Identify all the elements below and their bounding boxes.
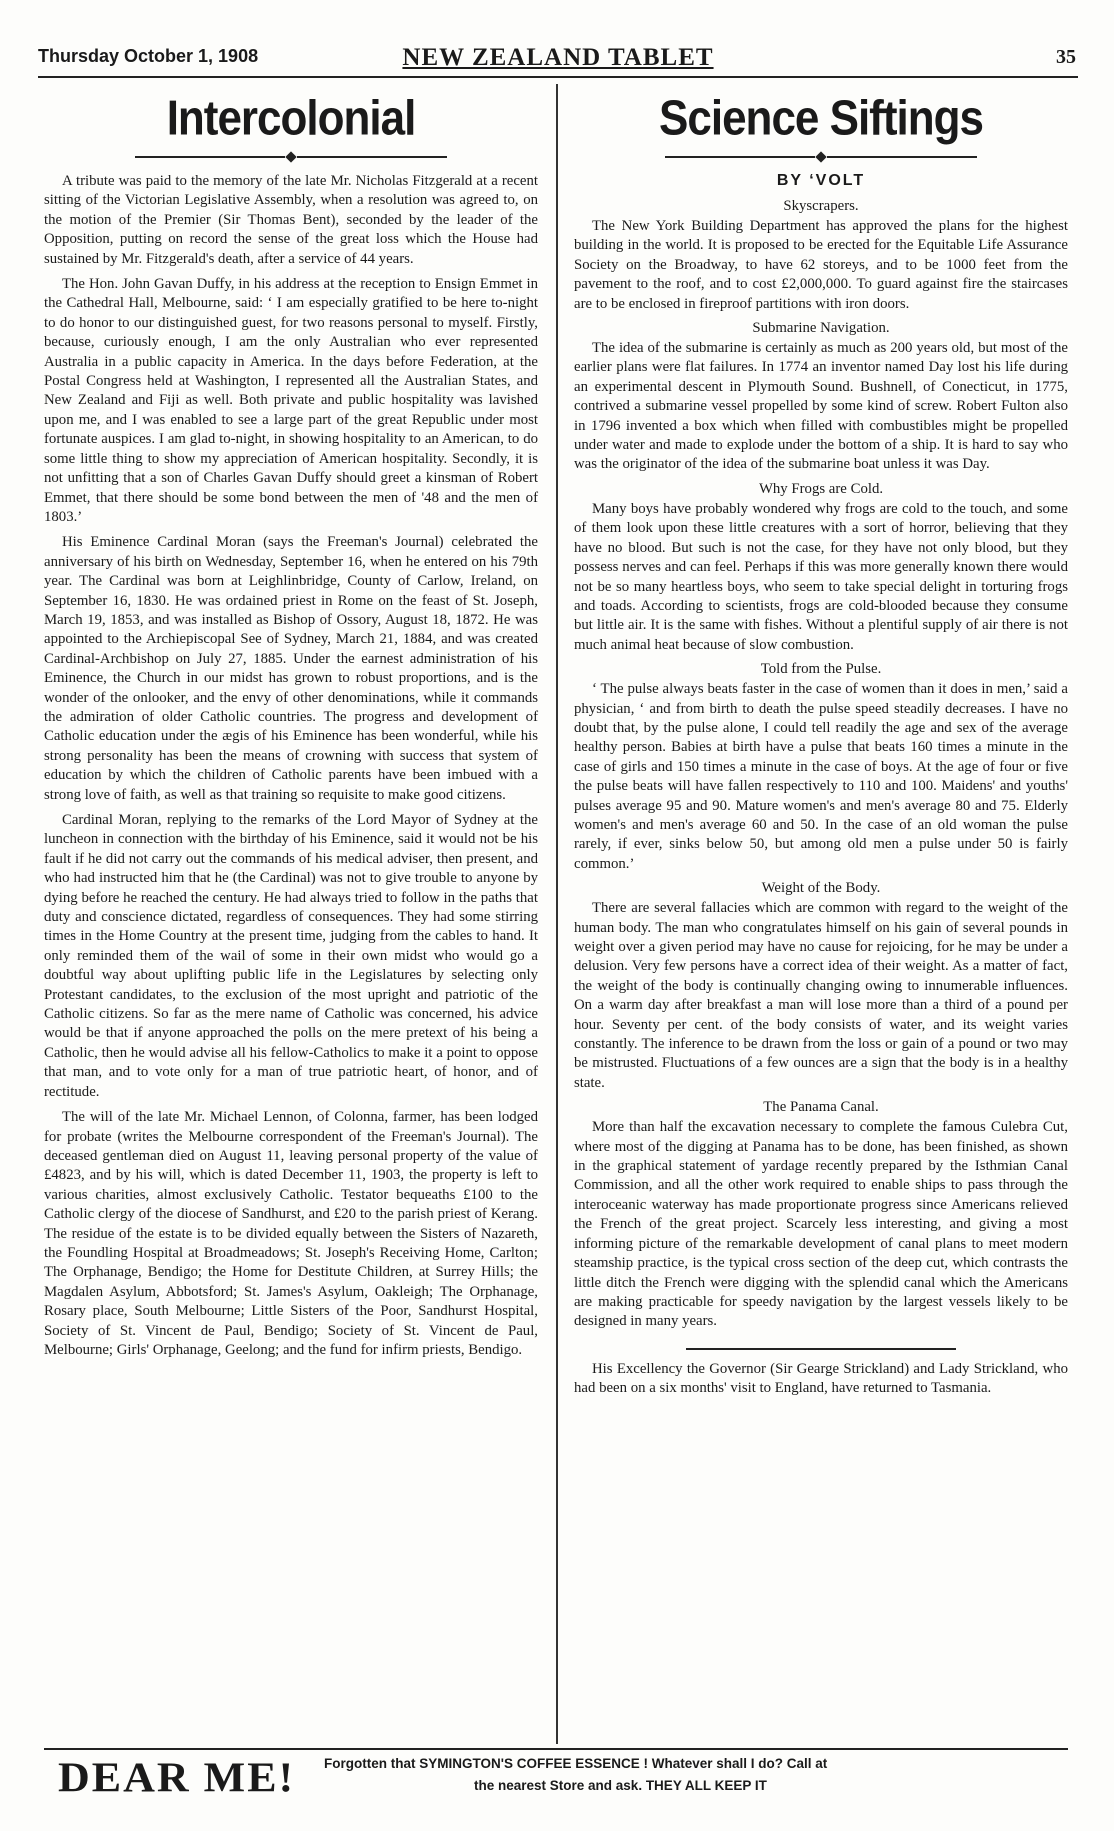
- advert-line-2: the nearest Store and ask. THEY ALL KEEP IT: [474, 1778, 767, 1793]
- ornament-rule: [44, 152, 538, 162]
- section-title: The Panama Canal.: [763, 1099, 879, 1116]
- paper-title: NEW ZEALAND TABLET: [402, 44, 714, 71]
- advertisement: [44, 1748, 1068, 1806]
- section-paragraph: There are several fallacies which are common with regard to the weight of the human body. The man who congratulates himself on his gain of several pounds in weight over a given period may have no cause for rejoicing, for he may be under a delusion. Very few persons have a correct idea of their weight. As a matter of fact, the weight of the body is continually changing owing to innumerable influences. On a warm day after breakfast a man will lose more than a third of a pound per hour. Seventy per cent. of the body consists of water, and its weight varies constantly. The inference to be drawn from the loss or gain of a pound or two may be mistrusted. Fluctuations of a few ounces are a sign that the body is in a healthy state.: [574, 900, 1068, 1091]
- ornament-rule: [574, 152, 1068, 162]
- closing-paragraph: His Excellency the Governor (Sir Gearge Strickland) and Lady Strickland, who had been on a six months' visit to England, have returned to Tasmania.: [574, 1360, 1068, 1397]
- article-paragraph: His Eminence Cardinal Moran (says the Freeman's Journal) celebrated the anniversary of his birth on Wednesday, September 16, when he entered on his 79th year. The Cardinal was born at Leighlinbridge, County of Carlow, Ireland, on September 16, 1830. He was ordained priest in Rome on the feast of St. Joseph, March 19, 1853, and was installed as Bishop of Ossory, August 18, 1872. He was appointed to the Archiepiscopal See of Sydney, March 21, 1884, and was created Cardinal-Archbishop on July 27, 1885. Under the earnest administration of his Eminence, the Church in our midst has grown to robust proportions, and is the wonder of the onlooker, and the envy of other denominations, while it commands the admiration of older Catholic countries. The progress and development of Catholic education under the ægis of his Eminence has been wonderful, while his strong personality has been the means of crowning with success that system of education by which the children of Catholic parents have been imbued with a strong love of faith, as well as that training so requisite to make good citizens.: [44, 534, 538, 803]
- article-paragraph: The Hon. John Gavan Duffy, in his address at the reception to Ensign Emmet in the Cathedral Hall, Melbourne, said: ‘ I am especially gratified to be here to-night to do honor to our distinguished guest, for two reasons personal to myself. Firstly, because, curiously enough, I am the only Australian who ever represented Australia in a public capacity in America. In the days before Federation, at the Postal Congress held at Washington, I represented all the Australian States, and New Zealand and Fiji as well. Both private and public hospitality was lavished upon me, and I was enabled to see a large part of the great Republic under most fortunate auspices. I am glad to-night, in showing hospitality to an American, to do some little thing to show my appreciation of American hospitality. Secondly, it is not unfitting that a son of Charles Gavan Duffy should greet a kinsman of Robert Emmet, that there should be some bond between the men of '48 and the men of 1803.’: [44, 276, 538, 525]
- byline: BY ‘VOLT: [776, 172, 866, 189]
- advert-headline: DEAR ME!: [58, 1754, 296, 1801]
- section-title: Skyscrapers.: [783, 198, 859, 214]
- section-paragraph: More than half the excavation necessary to complete the famous Culebra Cut, where most of the digging at Panama has to be done, has been finished, as shown in the graphical statement of yardage recently prepared by the Isthmian Canal Commission, and all the other work required to enable ships to pass through the interoceanic waterway has made proportionate progress since Americans relieved the French of the great project. Scarcely less interesting, and giving a most informing picture of the remarkable development of canal plans to meet modern steamship practice, is the typical cross section of the deep cut, which contrasts the little ditch the French were digging with the splendid canal which the Americans are making practicable for speedy navigation by the largest vessels likely to be designed in many years.: [574, 1119, 1068, 1330]
- section-paragraph: The New York Building Department has approved the plans for the highest building in the world. It is proposed to be erected for the Equitable Life Assurance Society on the Broadway, to have 62 storeys, and to be 1000 feet from the pavement to the roof, and to cost £2,000,000. To guard against fire the staircases are to be enclosed in fireproof partitions with iron doors.: [574, 218, 1068, 312]
- intercolonial-column: [44, 88, 538, 1366]
- section-paragraph: Many boys have probably wondered why frogs are cold to the touch, and some of them look upon these little creatures with a sort of horror, believing that they have no blood. But such is not the case, for they have not only blood, but they possess nerves and can feel. Perhaps if this was more generally known there would not be so many heartless boys, who seem to take special delight in torturing frogs and toads. According to scientists, frogs are cold-blooded because they consume but little air. It is the same with fishes. Without a plentiful supply of air there is not much animal heat because of slow combustion.: [574, 500, 1068, 653]
- science-column: [574, 88, 1068, 1405]
- article-paragraph: The will of the late Mr. Michael Lennon, of Colonna, farmer, has been lodged for probate (writes the Melbourne correspondent of the Freeman's Journal). The deceased gentleman died on August 11, leaving personal property of the value of £4823, and by his will, which is dated December 11, 1903, the property is left to various charities, almost exclusively Catholic. Testator bequeaths £100 to the Catholic clergy of the diocese of Sandhurst, and £20 to the parish priest of Kerang. The residue of the estate is to be divided equally between the Sisters of Nazareth, the Foundling Hospital at Broadmeadows; St. Joseph's Receiving Home, Carlton; The Orphanage, Bendigo; the Home for Destitute Children, at Surrey Hills; the Magdalen Asylum, Abbotsford; St. James's Asylum, Oakleigh; The Orphanage, Rosary place, South Melbourne; Little Sisters of the Poor, Sandhurst Hospital, Society of St. Vincent de Paul, Bendigo; Society of St. Vincent de Paul, Melbourne; Girls' Orphanage, Geelong; and the fund for infirm priests, Bendigo.: [44, 1109, 538, 1358]
- column-divider: [556, 84, 558, 1744]
- section-paragraph: The idea of the submarine is certainly as much as 200 years old, but most of the earlier plans were flat failures. In 1774 an inventor named Day lost his life during an experimental descent in Plymouth Sound. Bushnell, of Conecticut, in 1775, contrived a submarine vessel propelled by some kind of screw. Robert Fulton also in 1796 invented a box which when filled with combustibles might be propelled under water and made to explode under the bottom of a ship. It is hard to say who was the originator of the idea of the submarine boat unless it was Day.: [574, 340, 1068, 473]
- page-number: 35: [1056, 46, 1076, 68]
- section-title: Told from the Pulse.: [760, 661, 882, 678]
- science-heading: Science Siftings: [659, 91, 983, 146]
- section-title: Weight of the Body.: [761, 880, 881, 897]
- article-paragraph: Cardinal Moran, replying to the remarks of the Lord Mayor of Sydney at the luncheon in connection with the birthday of his Eminence, said it would not be his fault if he did not carry out the commands of his medical adviser, then present, and who had instructed him that he (the Cardinal) was not to give trouble to anyone by dying before he reached the century. He had always tried to follow in the paths that duty and conscience dictated, regardless of consequences. They had some stirring times in the Home Country at the present time, judging from the cables to hand. It only reminded them of the wail of some in their own midst who would go a doubtful way about uplifting public life in the Legislatures by selecting only Protestant candidates, to the exclusion of the most upright and patriotic of the Catholic citizens. So far as the mere name of Catholic was concerned, his advice would be that if anyone approached the polls on the mere pretext of his being a Catholic, then he would advise all his fellow-Catholics to make it a point to oppose that man, and to vote only for a man of true patriotic heart, of honor, and of rectitude.: [44, 812, 538, 1100]
- masthead: [38, 40, 1078, 78]
- section-paragraph: ‘ The pulse always beats faster in the case of women than it does in men,’ said a physician, ‘ and from birth to death the pulse speed steadily decreases. I have no doubt that, by the pulse alone, I could tell readily the age and sex of the average healthy person. Babies at birth have a pulse that beats 160 times a minute in the case of girls and 150 times a minute in the case of boys. At the age of four or five the pulse beats will have fallen respectively to 110 and 100. Maidens' and youths' pulses average 95 and 90. Mature women's and men's average 80 and 75. Elderly women's and men's average 60 and 50. In the case of an old woman the pulse rarely, if ever, sinks below 50, but among old men a pulse under 50 is fairly common.’: [574, 681, 1068, 872]
- issue-date: Thursday October 1, 1908: [38, 46, 259, 66]
- intercolonial-heading: Intercolonial: [166, 91, 416, 146]
- closing-rule: [686, 1348, 956, 1350]
- section-title: Submarine Navigation.: [752, 320, 890, 337]
- article-paragraph: A tribute was paid to the memory of the late Mr. Nicholas Fitzgerald at a recent sitting of the Victorian Legislative Assembly, when a resolution was agreed to, on the motion of the Premier (Sir Thomas Bent), seconded by the leader of the Opposition, putting on record the sense of the great loss which the House had sustained by Mr. Fitzgerald's death, after a service of 44 years.: [44, 173, 538, 267]
- advert-line-1: Forgotten that SYMINGTON'S COFFEE ESSENCE ! Whatever shall I do? Call at: [324, 1756, 828, 1771]
- section-title: Why Frogs are Cold.: [758, 480, 884, 497]
